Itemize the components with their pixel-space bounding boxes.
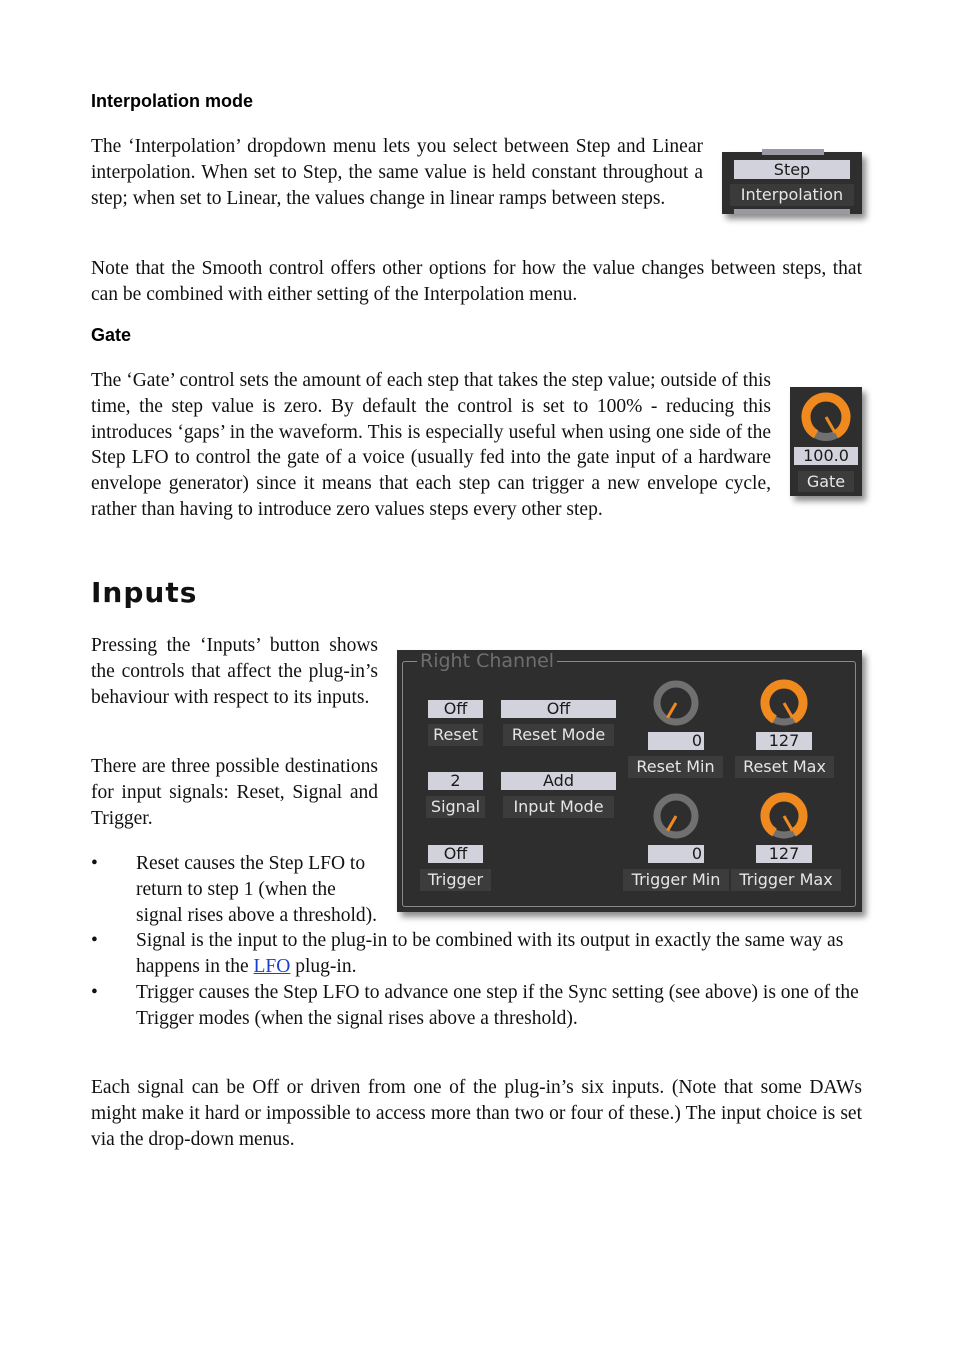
interpolation-peek-above	[762, 149, 824, 155]
heading-inputs: Inputs	[91, 576, 198, 609]
bullet-dot: •	[91, 930, 98, 952]
bullet-reset	[91, 851, 378, 928]
interpolation-label: Interpolation	[730, 184, 854, 206]
bullet-reset-text: Reset causes the Step LFO to return to step 1 (when the signal rises above a threshold).	[136, 853, 377, 926]
bullet-dot: •	[91, 853, 98, 874]
reset-mode-label: Reset Mode	[503, 724, 614, 746]
gate-label: Gate	[798, 471, 854, 492]
bullet-signal-text-before: Signal is the input to the plug-in to be combined with its output in exactly the same way as happens in the	[136, 930, 844, 978]
signal-label: Signal	[426, 796, 485, 818]
interpolation-widget	[722, 152, 862, 214]
trigger-min-knob[interactable]	[648, 788, 704, 844]
reset-max-knob-pointer	[784, 703, 793, 718]
interpolation-paragraph-2: Note that the Smooth control offers other options for how the value changes between steps, that can be combined with either setting of the Interpolation menu.	[91, 258, 862, 305]
bullet-signal-text-after: plug-in.	[290, 956, 357, 978]
trigger-label: Trigger	[420, 869, 491, 891]
inputs-paragraph-1: Pressing the ‘Inputs’ button shows the controls that affect the plug-in’s behaviour with respect to its inputs.	[91, 635, 378, 708]
heading-gate: Gate	[91, 325, 132, 345]
reset-max-value-box[interactable]: 127	[756, 732, 812, 750]
bullet-trigger-text: Trigger causes the Step LFO to advance one step if the Sync setting (see above) is one of the Trigger modes (when the signal rises above a threshold).	[136, 981, 859, 1029]
signal-dropdown[interactable]: 2	[428, 772, 483, 790]
inputs-paragraph-3: Each signal can be Off or driven from one of the plug-in’s six inputs. (Note that some DAWs might make it hard or impossible to access more than two or four of these.) The input choice is set via the drop-down menus.	[91, 1077, 862, 1150]
trigger-max-label: Trigger Max	[731, 869, 841, 891]
right-channel-title: Right Channel	[417, 650, 557, 672]
reset-max-knob[interactable]	[756, 675, 812, 731]
reset-max-label: Reset Max	[735, 756, 834, 778]
bullet-trigger	[91, 980, 862, 1032]
bullet-dot: •	[91, 981, 98, 1003]
trigger-dropdown[interactable]: Off	[428, 845, 483, 863]
trigger-max-value-box[interactable]: 127	[756, 845, 812, 863]
input-mode-label: Input Mode	[503, 796, 614, 818]
reset-max-knob-arc	[765, 684, 803, 719]
gate-paragraph: The ‘Gate’ control sets the amount of each step that takes the step value; outside of this time, the step value is zero. By default the control is set to 100% - reducing this introduces ‘gaps’ in the waveform. This is especially useful when using one side of the Step LFO to control the gate of a voice (usually fed into the gate input of a hardware envelope generator) since it means that each step can trigger a new envelope cycle, rather than having to introduce zero values steps every other step.	[91, 370, 771, 520]
reset-dropdown[interactable]: Off	[428, 700, 483, 718]
input-mode-dropdown[interactable]: Add	[501, 772, 616, 790]
lfo-link[interactable]: LFO	[253, 956, 291, 978]
trigger-max-knob[interactable]	[756, 788, 812, 844]
trigger-min-label: Trigger Min	[623, 869, 729, 891]
reset-min-knob[interactable]	[648, 675, 704, 731]
inputs-paragraph-2: There are three possible destinations for input signals: Reset, Signal and Trigger.	[91, 756, 378, 829]
interpolation-peek-below	[734, 209, 850, 214]
reset-mode-dropdown[interactable]: Off	[501, 700, 616, 718]
heading-interpolation-mode: Interpolation mode	[91, 91, 253, 111]
interpolation-paragraph-1: The ‘Interpolation’ dropdown menu lets you select between Step and Linear interpolation. When set to Step, the same value is held constant throughout a step; when set to Linear, the values change in linear ramps between steps.	[91, 136, 703, 209]
gate-value-box[interactable]: 100.0	[794, 447, 858, 465]
reset-min-label: Reset Min	[628, 756, 723, 778]
reset-min-knob-pointer	[668, 703, 677, 718]
trigger-min-knob-pointer	[668, 816, 677, 831]
trigger-min-value-box[interactable]: 0	[648, 845, 704, 863]
reset-label: Reset	[428, 724, 483, 746]
bullet-signal	[91, 928, 862, 980]
trigger-max-knob-pointer	[784, 816, 793, 831]
gate-knob-pointer	[826, 417, 835, 433]
reset-min-value-box[interactable]: 0	[648, 732, 704, 750]
right-channel-panel	[397, 650, 862, 912]
gate-knob-arc	[806, 397, 846, 434]
interpolation-dropdown[interactable]: Step	[734, 160, 850, 179]
gate-widget	[790, 387, 862, 496]
trigger-max-knob-arc	[765, 797, 803, 832]
gate-knob[interactable]	[798, 389, 854, 445]
